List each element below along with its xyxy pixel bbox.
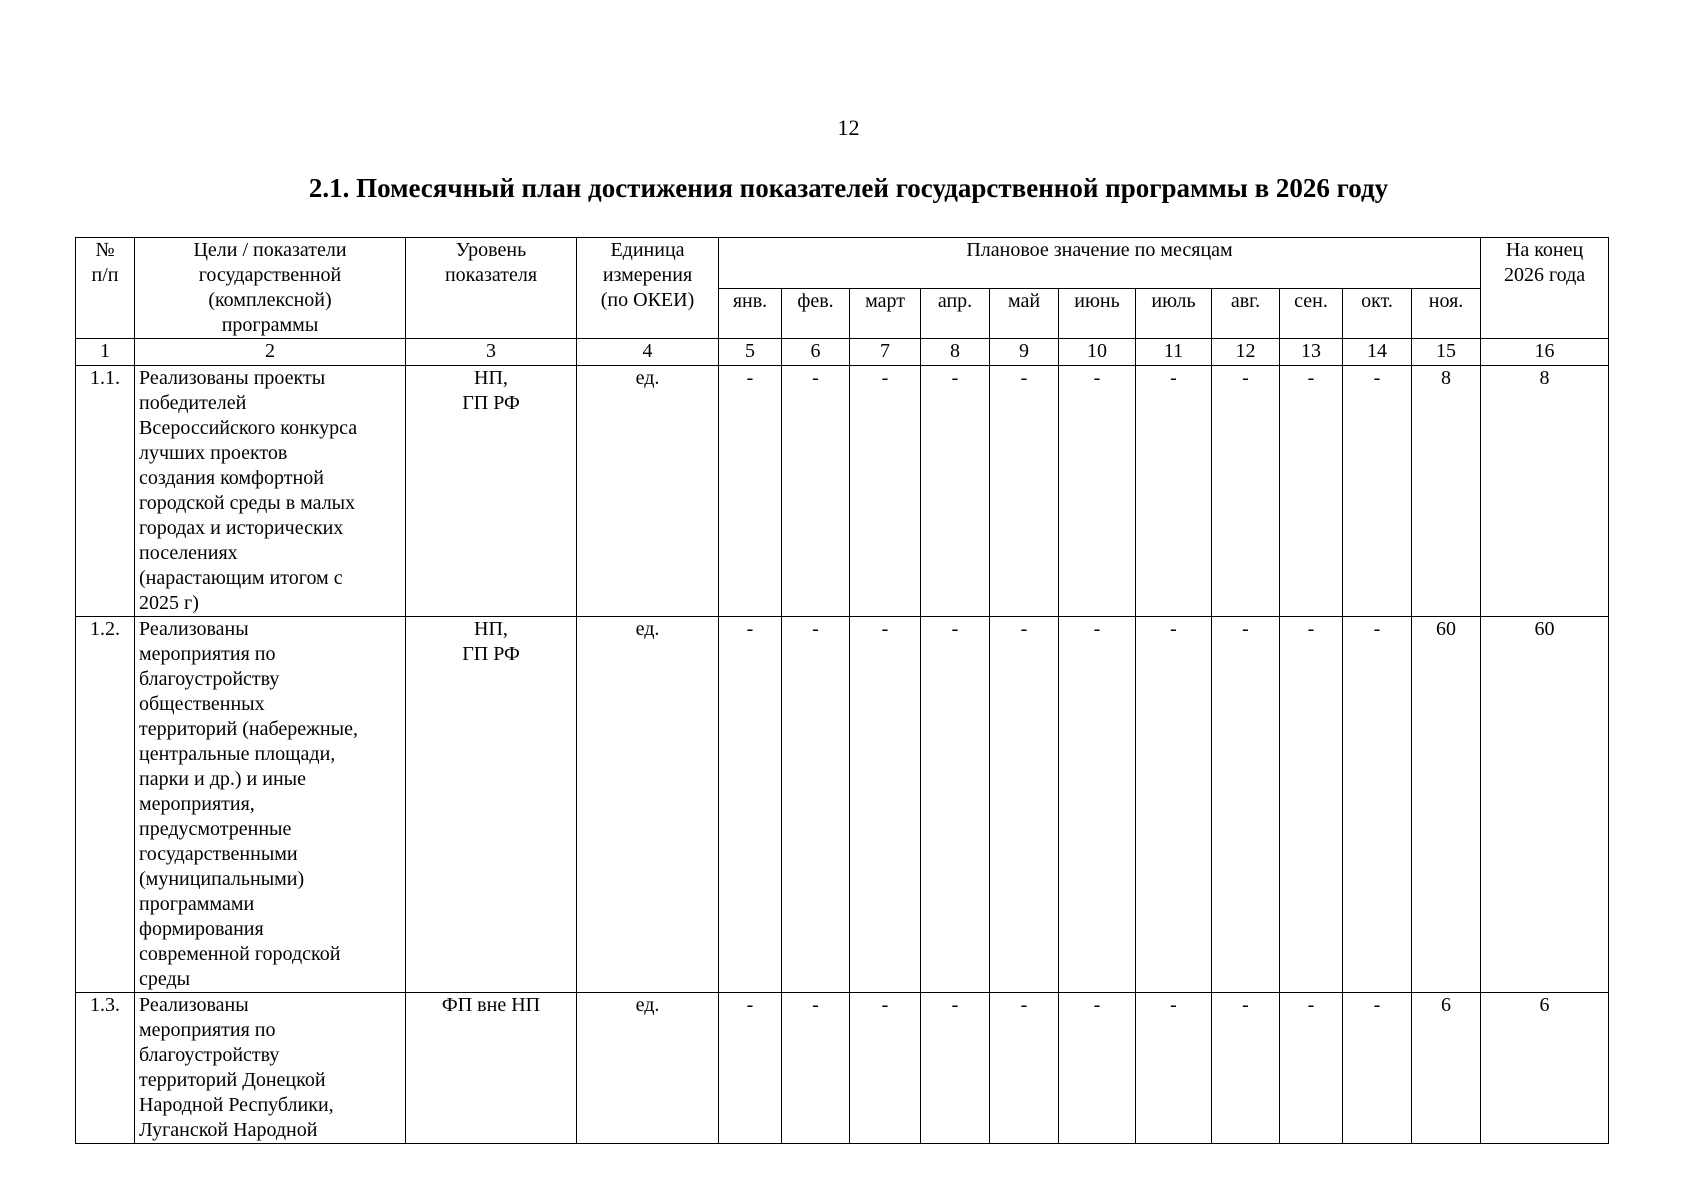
month-value-cell: - (782, 617, 850, 993)
month-value-cell: - (1136, 993, 1212, 1144)
header-month: окт. (1343, 288, 1412, 339)
column-number: 5 (719, 339, 782, 366)
unit-cell: ед. (577, 993, 719, 1144)
month-value-cell: - (719, 617, 782, 993)
header-level-label: Уровень показателя (444, 239, 538, 286)
header-level (406, 238, 577, 339)
row-number-cell: 1.2. (76, 617, 135, 993)
month-value-cell: 8 (1412, 366, 1481, 617)
indicator-level-cell: ФП вне НП (406, 993, 577, 1144)
end-of-year-value-cell: 6 (1481, 993, 1609, 1144)
month-value-cell: - (1059, 617, 1136, 993)
header-month: июнь (1059, 288, 1136, 339)
column-number: 13 (1280, 339, 1343, 366)
month-value-cell: - (1280, 993, 1343, 1144)
month-value-cell: - (1059, 993, 1136, 1144)
month-value-cell: - (719, 993, 782, 1144)
column-number: 16 (1481, 339, 1609, 366)
month-value-cell: - (850, 993, 921, 1144)
column-number: 10 (1059, 339, 1136, 366)
month-value-cell: - (719, 366, 782, 617)
header-plan-group: Плановое значение по месяцам (719, 238, 1481, 289)
unit-cell: ед. (577, 366, 719, 617)
document-title: 2.1. Помесячный план достижения показателей государственной программы в 2026 году (308, 173, 1389, 203)
monthly-plan-table (75, 237, 1609, 1144)
month-value-cell: 60 (1412, 617, 1481, 993)
column-number: 11 (1136, 339, 1212, 366)
goal-indicator-cell: Реализованы мероприятия по благоустройству общественных территорий (набережные, центральные площади, парки и др.) и иные мероприятия, предусмотренные государственными (муниципальными) программами формирования современной городской среды (135, 617, 406, 993)
end-of-year-value-cell: 8 (1481, 366, 1609, 617)
table-body (76, 339, 1609, 1144)
header-row-1 (76, 238, 1609, 289)
indicator-level-cell: НП, ГП РФ (406, 617, 577, 993)
header-month: янв. (719, 288, 782, 339)
column-number: 2 (135, 339, 406, 366)
month-value-cell: - (1343, 366, 1412, 617)
month-value-cell: - (782, 366, 850, 617)
month-value-cell: - (1280, 366, 1343, 617)
end-of-year-value-cell: 60 (1481, 617, 1609, 993)
row-number-cell: 1.1. (76, 366, 135, 617)
month-value-cell: - (1212, 366, 1280, 617)
header-month: май (990, 288, 1059, 339)
month-value-cell: - (1136, 366, 1212, 617)
header-end-label: На конец 2026 года (1503, 239, 1586, 286)
column-number-row (76, 339, 1609, 366)
table-row (76, 617, 1609, 993)
month-value-cell: - (1343, 993, 1412, 1144)
header-month: авг. (1212, 288, 1280, 339)
month-value-cell: - (990, 366, 1059, 617)
column-number: 3 (406, 339, 577, 366)
header-goal-label: Цели / показатели государственной (комплексной) программы (193, 239, 347, 336)
month-value-cell: - (782, 993, 850, 1144)
header-number (76, 238, 135, 339)
header-month: июль (1136, 288, 1212, 339)
column-number: 4 (577, 339, 719, 366)
header-number-label: № п/п (91, 239, 119, 286)
header-month: сен. (1280, 288, 1343, 339)
header-month: ноя. (1412, 288, 1481, 339)
month-value-cell: - (1136, 617, 1212, 993)
month-value-cell: - (921, 993, 990, 1144)
column-number: 8 (921, 339, 990, 366)
month-value-cell: - (921, 617, 990, 993)
month-value-cell: - (921, 366, 990, 617)
month-value-cell: - (1343, 617, 1412, 993)
header-unit-label: Единица измерения (по ОКЕИ) (600, 239, 695, 311)
header-month: фев. (782, 288, 850, 339)
goal-indicator-cell: Реализованы мероприятия по благоустройству территорий Донецкой Народной Республики, Луганской Народной (135, 993, 406, 1144)
column-number: 9 (990, 339, 1059, 366)
header-unit (577, 238, 719, 339)
month-value-cell: - (1212, 993, 1280, 1144)
month-value-cell: - (850, 617, 921, 993)
column-number: 7 (850, 339, 921, 366)
month-value-cell: - (990, 617, 1059, 993)
month-value-cell: - (990, 993, 1059, 1144)
header-end-of-year (1481, 238, 1609, 339)
column-number: 15 (1412, 339, 1481, 366)
row-number-cell: 1.3. (76, 993, 135, 1144)
month-value-cell: 6 (1412, 993, 1481, 1144)
month-value-cell: - (1059, 366, 1136, 617)
header-month: апр. (921, 288, 990, 339)
table-row (76, 993, 1609, 1144)
column-number: 6 (782, 339, 850, 366)
unit-cell: ед. (577, 617, 719, 993)
column-number: 14 (1343, 339, 1412, 366)
goal-indicator-cell: Реализованы проекты победителей Всероссийского конкурса лучших проектов создания комфортной городской среды в малых городах и исторических поселениях (нарастающим итогом с 2025 г) (135, 366, 406, 617)
column-number: 1 (76, 339, 135, 366)
month-value-cell: - (1280, 617, 1343, 993)
header-month: март (850, 288, 921, 339)
table-row (76, 366, 1609, 617)
indicator-level-cell: НП, ГП РФ (406, 366, 577, 617)
header-goal (135, 238, 406, 339)
column-number: 12 (1212, 339, 1280, 366)
page-number: 12 (837, 115, 860, 140)
month-value-cell: - (1212, 617, 1280, 993)
month-value-cell: - (850, 366, 921, 617)
